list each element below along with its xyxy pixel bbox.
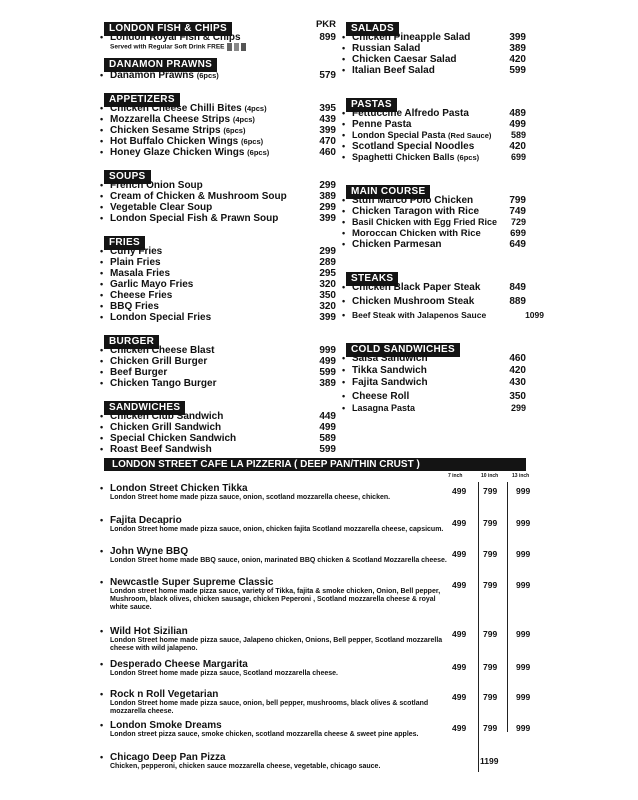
menu-item: • Chicken Pineapple Salad 399 — [346, 32, 526, 43]
menu-item: • Chicken Grill Sandwich 499 — [104, 422, 336, 433]
menu-item: • Fajita Sandwich 430 — [346, 377, 526, 391]
fish-section-header — [104, 18, 336, 32]
menu-item: • Beef Steak with Jalapenos Sauce 1099 — [346, 310, 526, 321]
prawns-section-header — [104, 54, 336, 68]
menu-item: • Tikka Sandwich 420 — [346, 365, 526, 377]
burger-section-header: BURGER — [104, 331, 336, 345]
menu-item: • Chicken Taragon with Rice 749 — [346, 206, 526, 217]
menu-item: • Penne Pasta 499 — [346, 119, 526, 130]
menu-item: • Chicken Club Sandwich 449 — [104, 411, 336, 422]
fish-header: LONDON FISH & CHIPS — [104, 22, 232, 36]
menu-item: • Scotland Special Noodles 420 — [346, 141, 526, 152]
fries-list — [104, 246, 336, 323]
pastas-section-header: PASTAS — [346, 94, 526, 108]
currency-label: PKR — [315, 19, 336, 30]
menu-item: • Basil Chicken with Egg Fried Rice 729 — [346, 217, 526, 228]
sandwiches-section-header: SANDWICHES — [104, 397, 336, 411]
menu-item: • Chicken Sesame Strips (6pcs) 399 — [104, 125, 336, 136]
menu-item: • Cheese Roll 350 — [346, 391, 526, 403]
item-note: Served with Regular Soft Drink FREE — [104, 43, 336, 52]
menu-item: • Mozzarella Cheese Strips (4pcs) 439 — [104, 114, 336, 125]
menu-item: • Chicken Caesar Salad 420 — [346, 54, 526, 65]
menu-item: • Plain Fries 289 — [104, 257, 336, 268]
appetizers-section-header: APPETIZERS — [104, 89, 336, 103]
item-price: 899 — [319, 32, 336, 43]
menu-item: • French Onion Soup 299 — [104, 180, 336, 191]
pizza-item: • John Wyne BBQ London Street home made BBQ sauce, onion, marinated BBQ chicken & Scotland Mozzarella cheese. 499 799 999 — [104, 546, 526, 565]
menu-item: • Curly Fries 299 — [104, 246, 336, 257]
menu-item — [104, 32, 336, 43]
pastas-list — [346, 108, 526, 163]
menu-item: • Special Chicken Sandwich 589 — [104, 433, 336, 444]
size-label-7: 7 inch — [448, 473, 463, 479]
soups-section-header: SOUPS — [104, 166, 336, 180]
pizza-item: • London Street Chicken Tikka London Street home made pizza sauce, onion, scotland mozzarella cheese, chicken. 499 799 999 — [104, 483, 526, 502]
menu-item: • Stuff Marco Polo Chicken 799 — [346, 195, 526, 206]
right-column — [346, 16, 544, 414]
menu-item: • Roast Beef Sandwish 599 — [104, 444, 336, 455]
menu-item: • Chicken Grill Burger 499 — [104, 356, 336, 367]
menu-item: • Salsa Sandwich 460 — [346, 353, 526, 365]
menu-item: • London Special Fish & Prawn Soup 399 — [104, 213, 336, 224]
menu-item: • Cream of Chicken & Mushroom Soup 389 — [104, 191, 336, 202]
menu-item: • Russian Salad 389 — [346, 43, 526, 54]
appetizers-list — [104, 103, 336, 158]
salads-section-header: SALADS — [346, 18, 526, 32]
menu-item: • Chicken Cheese Blast 999 — [104, 345, 336, 356]
menu-item: • Danamon Prawns (6pcs) 579 — [104, 70, 336, 81]
menu-item: • Lasagna Pasta 299 — [346, 403, 526, 414]
menu-item: • Fettuccine Alfredo Pasta 489 — [346, 108, 526, 119]
menu-item: • Garlic Mayo Fries 320 — [104, 279, 336, 290]
menu-item: • London Special Fries 399 — [104, 312, 336, 323]
menu-item: • Cheese Fries 350 — [104, 290, 336, 301]
fries-section-header: FRIES — [104, 232, 336, 246]
steaks-section-header: STEAKS — [346, 268, 526, 282]
menu-item: • Chicken Tango Burger 389 — [104, 378, 336, 389]
size-label-10: 10 inch — [481, 473, 499, 479]
soups-list — [104, 180, 336, 224]
menu-item: • Honey Glaze Chicken Wings (6pcs) 460 — [104, 147, 336, 158]
pizza-item: • Fajita Decaprio London Street home made pizza sauce, onion, chicken fajita Scotland mozzarella cheese, capsicum. 499 799 999 — [104, 515, 526, 534]
menu-item: • Vegetable Clear Soup 299 — [104, 202, 336, 213]
prawns-header: DANAMON PRAWNS — [104, 58, 217, 72]
pizza-item: • Newcastle Super Supreme Classic London street home made pizza sauce, variety of Tikka, fajita & smoke chicken, Onion, Bell pepper, Mushroom, black olives, chicken sausage, chicken Peperoni , Scotland mozzarella cheese & royal white sauce. 499 799 999 — [104, 577, 526, 612]
soft-drink-cans-icon — [226, 43, 248, 51]
menu-item: • Chicken Cheese Chilli Bites (4pcs) 395 — [104, 103, 336, 114]
pizza-item: • Desperado Cheese Margarita London Street home made pizza sauce, Scotland mozzarella cheese. 499 799 999 — [104, 659, 526, 678]
burger-list — [104, 345, 336, 389]
main-course-section-header: MAIN COURSE — [346, 181, 526, 195]
size-label-13: 13 inch — [512, 473, 530, 479]
steaks-list — [346, 282, 544, 321]
menu-item: • BBQ Fries 320 — [104, 301, 336, 312]
menu-item: • Chicken Mushroom Steak 889 — [346, 296, 526, 310]
sandwiches-list — [104, 411, 336, 455]
menu-item: • Beef Burger 599 — [104, 367, 336, 378]
pizza-item: • Rock n Roll Vegetarian London Street home made pizza sauce, onion, bell pepper, mushrooms, black olives & scotland mozzarella cheese. 499 799 999 — [104, 689, 526, 716]
cold-sandwiches-section-header: COLD SANDWICHES — [346, 339, 526, 353]
pizza-item: • Chicago Deep Pan Pizza Chicken, pepperoni, chicken sauce mozzarella cheese, vegetable, chicago sauce. 1199 — [104, 752, 526, 771]
pizza-item: • London Smoke Dreams London street pizza sauce, smoke chicken, scotland mozzarella cheese & sweet pine apples. 499 799 999 — [104, 720, 526, 739]
menu-item: • Hot Buffalo Chicken Wings (6pcs) 470 — [104, 136, 336, 147]
left-column — [104, 16, 336, 455]
menu-item: • Chicken Parmesan 649 — [346, 239, 526, 250]
main-course-list — [346, 195, 526, 250]
menu-item: • Italian Beef Salad 599 — [346, 65, 526, 76]
pizza-section-header: LONDON STREET CAFE LA PIZZERIA ( DEEP PAN/THIN CRUST ) — [104, 458, 526, 471]
menu-item: • Spaghetti Chicken Balls (6pcs) 699 — [346, 152, 526, 163]
menu-item: • Masala Fries 295 — [104, 268, 336, 279]
item-name: London Royal Fish & Chips — [110, 32, 241, 43]
pizza-item: • Wild Hot Sizilian London Street home made pizza sauce, Jalapeno chicken, Onions, Bell pepper, Scotland mozzarella cheese with wild jalapeno. 499 799 999 — [104, 626, 526, 653]
menu-item: • Moroccan Chicken with Rice 699 — [346, 228, 526, 239]
cold-sandwiches-list — [346, 353, 526, 414]
menu-item: • London Special Pasta (Red Sauce) 589 — [346, 130, 526, 141]
menu-item: • Chicken Black Paper Steak 849 — [346, 282, 526, 296]
salads-list — [346, 32, 526, 76]
